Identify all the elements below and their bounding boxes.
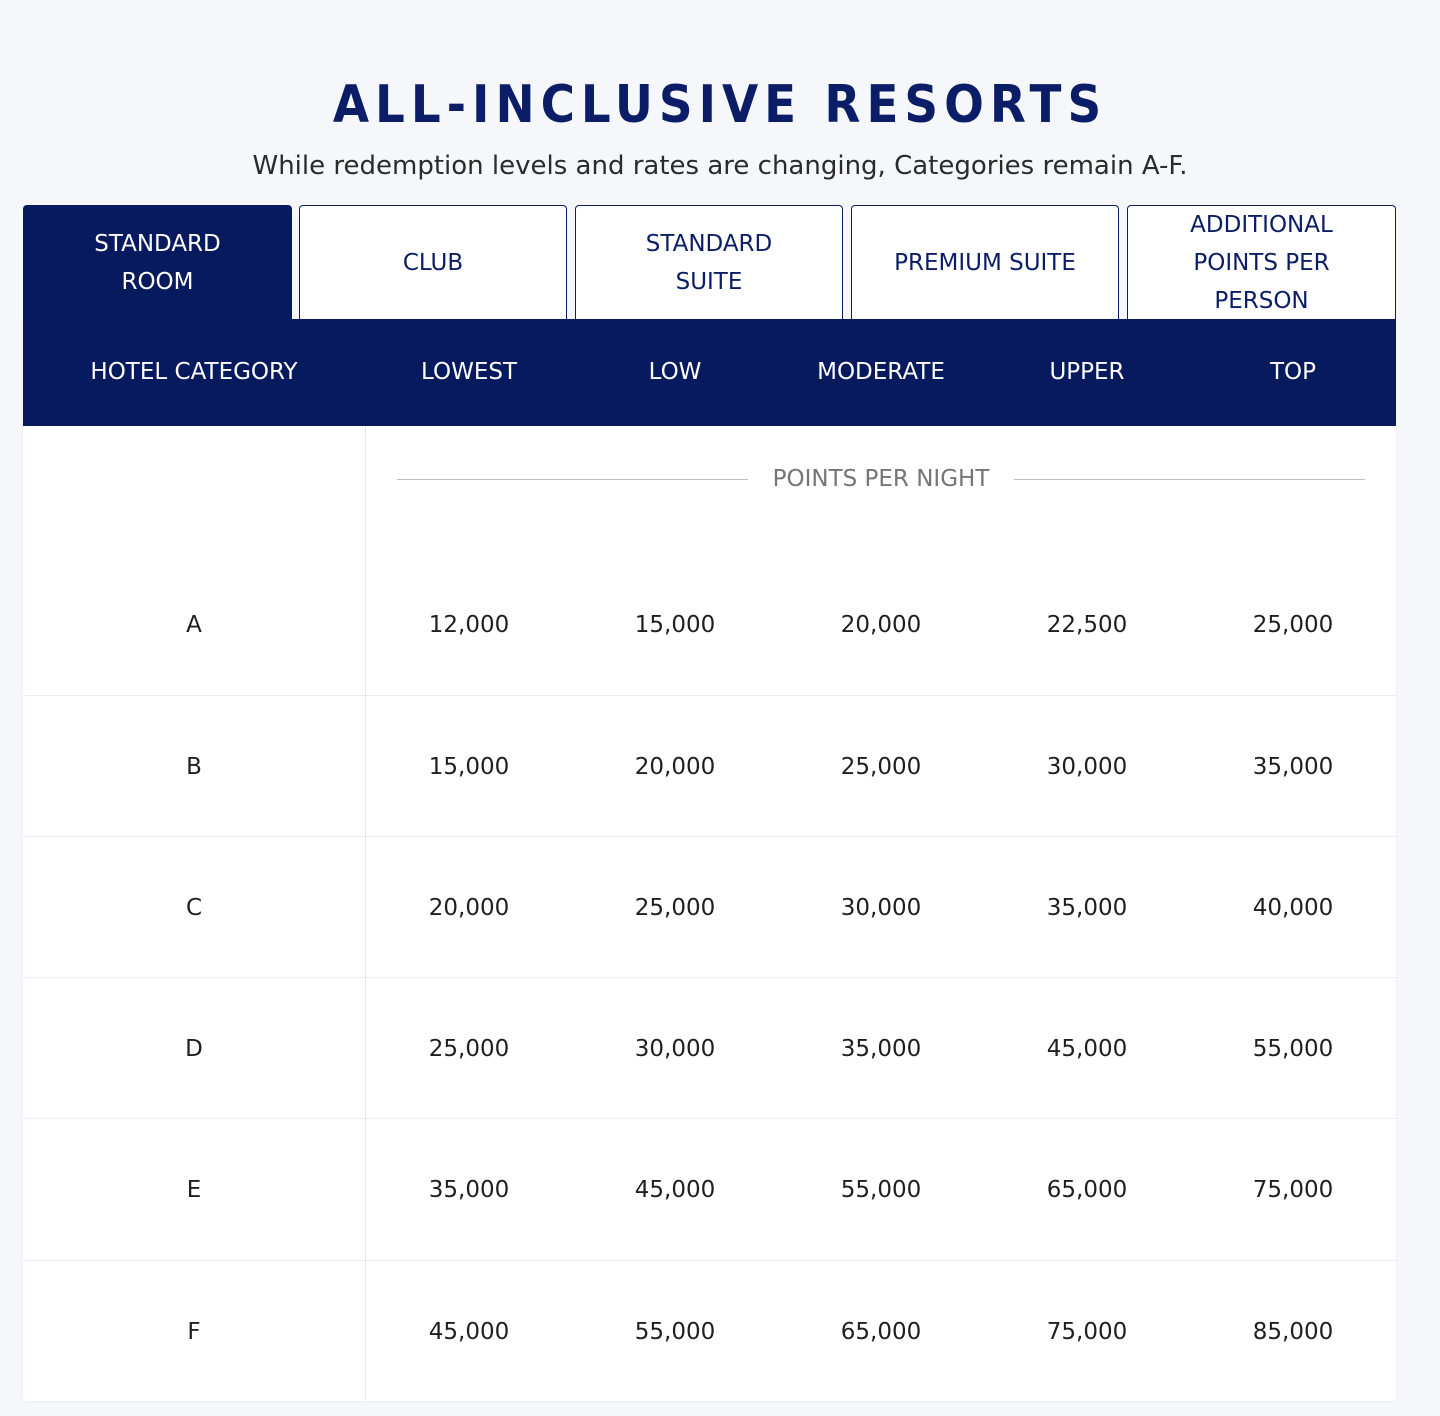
points-cell: 45,000 — [634, 1177, 716, 1203]
table-row — [23, 888, 1396, 928]
page-subtitle: While redemption levels and rates are changing, Categories remain A-F. — [252, 151, 1188, 181]
points-per-night-subheader — [366, 459, 1396, 499]
header-hotel-category: HOTEL CATEGORY — [90, 359, 298, 385]
tab-standard-room[interactable] — [23, 205, 292, 319]
points-cell: 30,000 — [634, 1036, 716, 1062]
table-row — [23, 1029, 1396, 1069]
points-cell: 30,000 — [1046, 754, 1128, 780]
row-divider — [23, 836, 1396, 837]
row-divider — [23, 1260, 1396, 1261]
points-cell: 75,000 — [1046, 1319, 1128, 1345]
tab-label: ADDITIONAL POINTS PER PERSON — [1190, 211, 1333, 314]
points-cell: 22,500 — [1046, 612, 1128, 638]
page-title: ALL-INCLUSIVE RESORTS — [332, 74, 1108, 135]
points-cell: 35,000 — [840, 1036, 922, 1062]
table-header — [23, 319, 1396, 426]
points-cell: 20,000 — [840, 612, 922, 638]
points-cell: 35,000 — [428, 1177, 510, 1203]
tab-label: PREMIUM SUITE — [894, 249, 1076, 276]
tab-label: STANDARD SUITE — [645, 230, 773, 295]
points-cell: 15,000 — [634, 612, 716, 638]
points-table — [23, 319, 1396, 1401]
tab-label: STANDARD ROOM — [94, 230, 221, 295]
points-cell: 65,000 — [1046, 1177, 1128, 1203]
points-cell: 65,000 — [840, 1319, 922, 1345]
table-row — [23, 605, 1396, 645]
header-lowest: LOWEST — [420, 359, 518, 385]
points-cell: 40,000 — [1252, 895, 1334, 921]
points-cell: 25,000 — [428, 1036, 510, 1062]
table-row — [23, 1170, 1396, 1210]
points-cell: 55,000 — [840, 1177, 922, 1203]
table-row — [23, 747, 1396, 787]
points-cell: 30,000 — [840, 895, 922, 921]
tab-additional-points-per-person[interactable] — [1127, 205, 1396, 319]
points-cell: 35,000 — [1046, 895, 1128, 921]
hotel-category-cell: A — [186, 612, 202, 638]
tab-standard-suite[interactable] — [575, 205, 843, 319]
header-moderate: MODERATE — [817, 359, 945, 385]
points-cell: 25,000 — [634, 895, 716, 921]
points-cell: 15,000 — [428, 754, 510, 780]
points-cell: 20,000 — [634, 754, 716, 780]
hotel-category-cell: E — [186, 1177, 202, 1203]
points-cell: 55,000 — [1252, 1036, 1334, 1062]
points-cell: 20,000 — [428, 895, 510, 921]
row-divider — [23, 977, 1396, 978]
tab-premium-suite[interactable] — [851, 205, 1119, 319]
points-cell: 12,000 — [428, 612, 510, 638]
table-row — [23, 1312, 1396, 1352]
points-cell: 45,000 — [428, 1319, 510, 1345]
points-cell: 25,000 — [840, 754, 922, 780]
points-cell: 55,000 — [634, 1319, 716, 1345]
points-per-night-label: POINTS PER NIGHT — [772, 466, 990, 492]
points-cell: 25,000 — [1252, 612, 1334, 638]
points-cell: 75,000 — [1252, 1177, 1334, 1203]
tab-label: CLUB — [402, 249, 464, 276]
points-cell: 35,000 — [1252, 754, 1334, 780]
hotel-category-cell: C — [185, 895, 203, 921]
hotel-category-cell: F — [187, 1319, 201, 1345]
points-cell: 85,000 — [1252, 1319, 1334, 1345]
row-divider — [23, 1118, 1396, 1119]
tab-club[interactable] — [299, 205, 567, 319]
header-upper: UPPER — [1049, 359, 1125, 385]
header-low: LOW — [648, 359, 702, 385]
header-top: TOP — [1269, 359, 1317, 385]
row-divider — [23, 695, 1396, 696]
hotel-category-cell: D — [185, 1036, 203, 1062]
points-cell: 45,000 — [1046, 1036, 1128, 1062]
hotel-category-cell: B — [186, 754, 202, 780]
room-type-tabs — [23, 205, 1396, 319]
